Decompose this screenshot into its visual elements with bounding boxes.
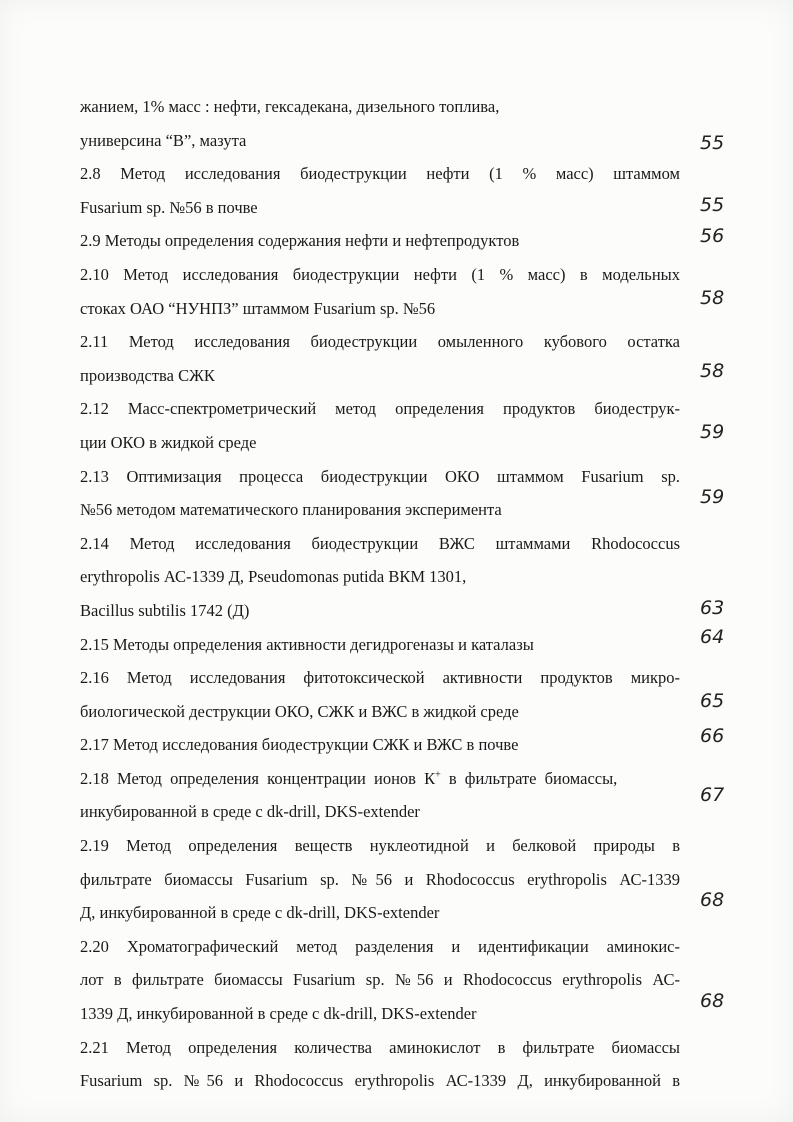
toc-entry-line: лот в фильтрате биомассы Fusarium sp. №56 и Rhodococcus erythropolis АС-	[80, 970, 680, 990]
toc-entry-line	[80, 124, 725, 158]
toc-page-number: 65	[700, 689, 725, 712]
toc-entry-line	[80, 224, 725, 258]
toc-page-number: 59	[700, 486, 725, 509]
toc-entry	[80, 325, 725, 392]
toc-entry-text: 1339 Д, инкубированной в среде с dk-drill, DKS-extender	[80, 1004, 477, 1024]
toc-entry-line	[80, 689, 725, 729]
toc-entry-line	[80, 725, 725, 762]
toc-entry-line: 2.14 Метод исследования биодеструкции ВЖС штаммами Rhodococcus	[80, 533, 680, 553]
toc-entry-line: erythropolis АС-1339 Д, Pseudomonas putida ВКМ 1301,	[80, 567, 467, 587]
toc-entry	[80, 829, 725, 930]
toc-entry	[80, 930, 725, 1031]
toc-entry-line	[80, 420, 725, 460]
toc-entry-text: Bacillus subtilis 1742 (Д)	[80, 600, 250, 620]
toc-page-number: 68	[700, 990, 725, 1013]
toc-entry-line: 2.20 Хроматографический метод разделения и идентификации аминокис-	[80, 936, 680, 956]
toc-entry	[80, 258, 725, 325]
toc-entry-text: №56 методом математического планирования эксперимента	[80, 500, 502, 520]
toc-entry-line	[80, 784, 725, 829]
toc-entry-line: 2.12 Масс-спектрометрический метод определения продуктов биодеструк-	[80, 399, 680, 419]
toc-entry-text: Fusarium sp. №56 в почве	[80, 197, 258, 217]
toc-entry	[80, 90, 725, 157]
toc-entry-text: Д, инкубированной в среде с dk-drill, DKS-extender	[80, 903, 440, 923]
toc-entry-text: универсина “В”, мазута	[80, 130, 247, 150]
toc-entry-line: 2.13 Оптимизация процесса биодеструкции ОКО штаммом Fusarium sp.	[80, 466, 680, 486]
toc-entry-line: 2.10 Метод исследования биодеструкции нефти (1 % масс) в модельных	[80, 264, 680, 284]
toc-entry	[80, 224, 725, 258]
table-of-contents	[80, 90, 725, 1098]
toc-page-number: 68	[700, 889, 725, 912]
toc-entry-text: 2.18 Метод определения концентрации ионов К	[80, 768, 436, 788]
toc-entry-line: 2.11 Метод исследования биодеструкции омыленного кубового остатка	[80, 332, 680, 352]
toc-entry-line: жанием, 1% масс : нефти, гексадекана, дизельного топлива,	[80, 97, 500, 116]
toc-entry-text: инкубированной в среде с dk-drill, DKS-extender	[80, 802, 420, 822]
toc-entry-text-tail: в фильтрате биомассы,	[440, 768, 618, 788]
toc-page-number: 64	[700, 625, 725, 648]
toc-page-number: 58	[700, 286, 725, 309]
toc-page-number: 56	[700, 225, 725, 248]
toc-entry	[80, 157, 725, 224]
toc-entry	[80, 661, 725, 728]
toc-entry	[80, 392, 725, 459]
toc-entry-line	[80, 359, 725, 393]
toc-page-number: 66	[700, 725, 725, 748]
toc-entry-line	[80, 594, 725, 628]
toc-entry-line: Fusarium sp. №56 и Rhodococcus erythropolis АС-1339 Д, инкубированной в	[80, 1071, 680, 1091]
toc-entry-text: 2.15 Методы определения активности дегидрогеназы и каталазы	[80, 634, 534, 654]
toc-page-number: 55	[700, 193, 725, 216]
toc-entry-text: биологической деструкции ОКО, СЖК и ВЖС в жидкой среде	[80, 701, 519, 721]
superscript-charge: +	[435, 769, 441, 781]
toc-page-number: 59	[700, 420, 725, 443]
toc-page-number: 55	[700, 131, 725, 154]
toc-entry-line	[80, 286, 725, 326]
toc-page-number: 58	[700, 359, 725, 382]
toc-entry-line	[80, 486, 725, 527]
toc-entry	[80, 1031, 680, 1098]
toc-page-number: 63	[700, 596, 725, 619]
toc-entry	[80, 527, 725, 628]
toc-entry-line	[80, 191, 725, 225]
toc-entry-line	[80, 625, 725, 662]
toc-entry-line	[80, 990, 725, 1031]
toc-entry-line	[80, 889, 725, 930]
toc-entry-text: 2.17 Метод исследования биодеструкции СЖК и ВЖС в почве	[80, 735, 519, 755]
toc-entry	[80, 460, 725, 527]
toc-entry	[80, 762, 725, 829]
toc-page-number: 67	[700, 784, 725, 807]
toc-entry-text: 2.9 Методы определения содержания нефти и нефтепродуктов	[80, 231, 520, 251]
toc-entry-text: производства СЖК	[80, 365, 215, 385]
toc-entry-line: 2.21 Метод определения количества аминокислот в фильтрате биомассы	[80, 1037, 680, 1057]
toc-entry	[80, 625, 725, 662]
toc-entry-line	[80, 762, 680, 796]
toc-entry-text: стоках ОАО “НУНПЗ” штаммом Fusarium sp. №56	[80, 298, 436, 318]
toc-entry-line: 2.19 Метод определения веществ нуклеотидной и белковой природы в	[80, 836, 680, 856]
toc-entry	[80, 725, 725, 762]
toc-entry-text: ции ОКО в жидкой среде	[80, 432, 257, 452]
toc-entry-line: 2.8 Метод исследования биодеструкции нефти (1 % масс) штаммом	[80, 164, 680, 184]
toc-entry-line: фильтрате биомассы Fusarium sp. №56 и Rhodococcus erythropolis АС-1339	[80, 869, 680, 889]
toc-entry-line: 2.16 Метод исследования фитотоксической активности продуктов микро-	[80, 668, 680, 688]
